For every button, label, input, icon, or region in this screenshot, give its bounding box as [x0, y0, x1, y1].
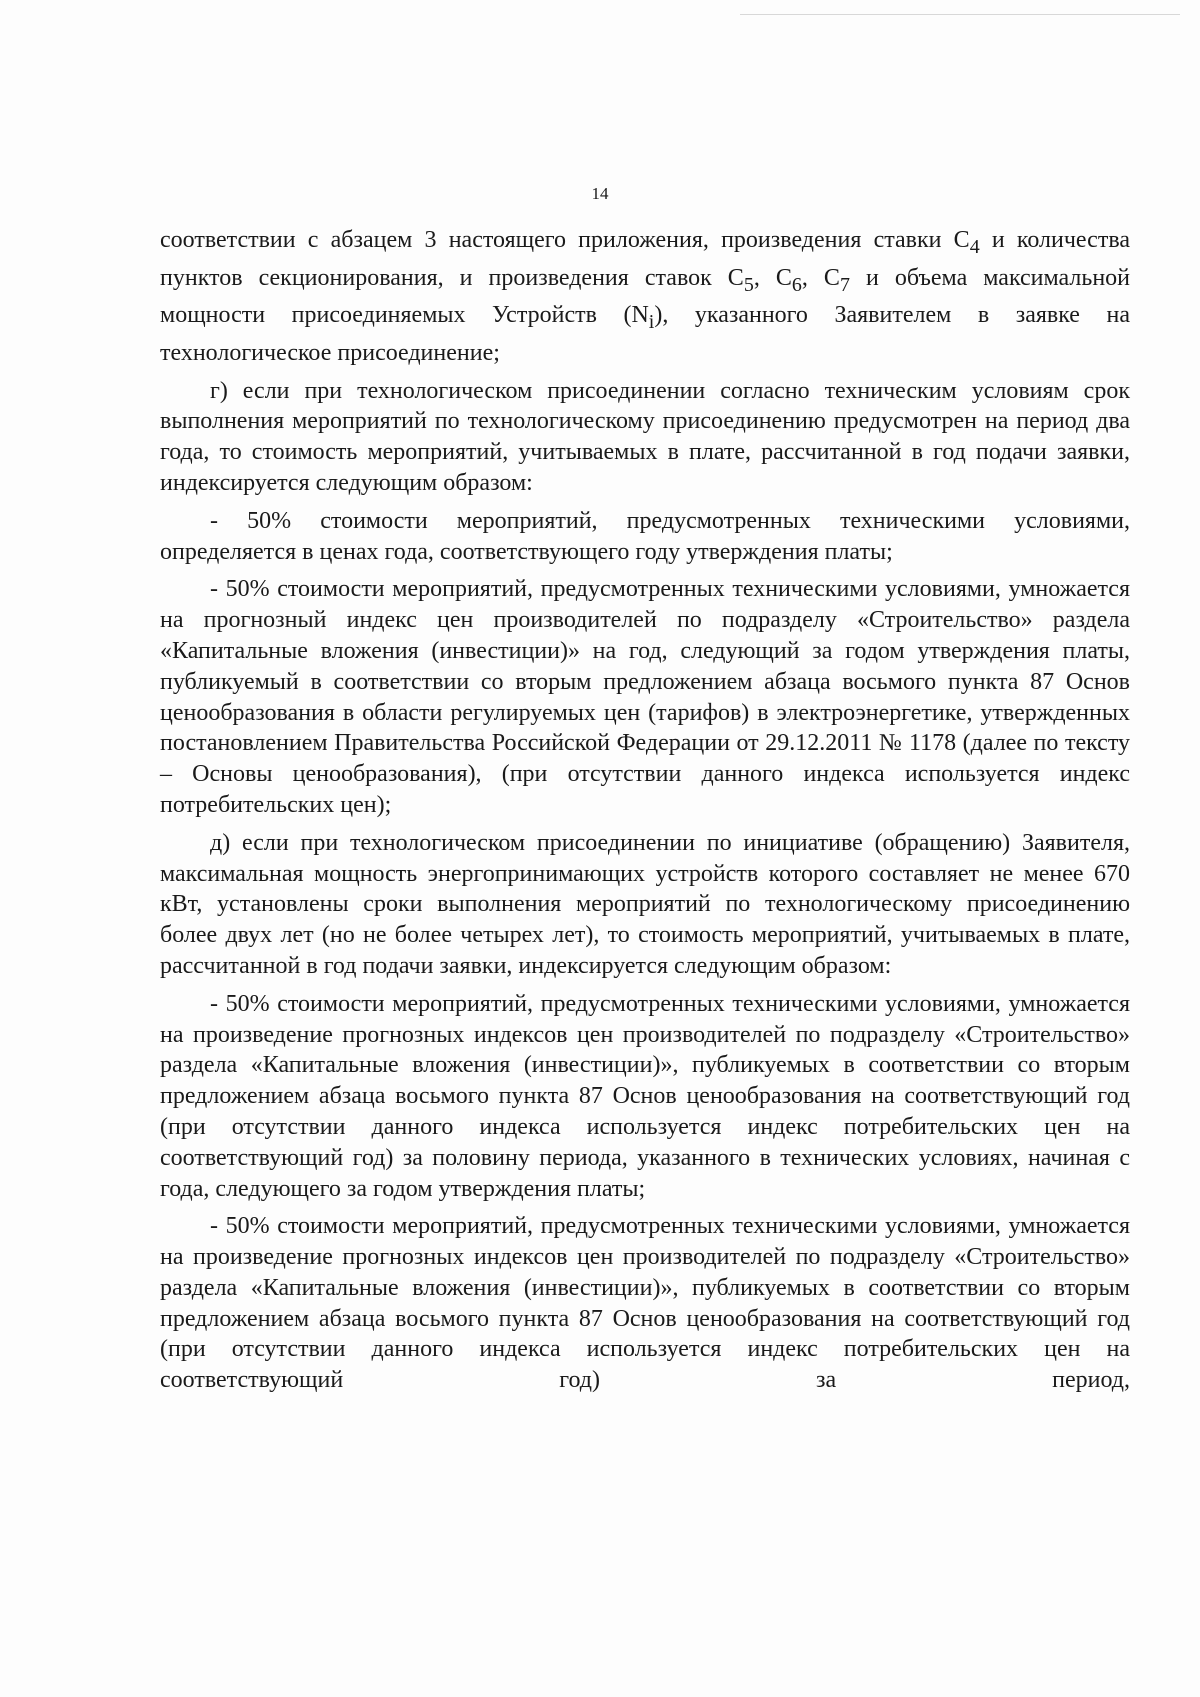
- paragraph-item-d: д) если при технологическом присоединении по инициативе (обращению) Заявителя, максимальная мощность энергопринимающих устройств которого составляет не менее 670 кВт, установлены сроки выполнения мероприятий по технологическому присоединению более двух лет (но не более четырех лет), то стоимость мероприятий, учитываемых в плате, рассчитанной в год подачи заявки, индексируется следующим образом:: [160, 829, 1130, 979]
- paragraph-item-g-bullet-1: - 50% стоимости мероприятий, предусмотренных техническими условиями, определяется в ценах года, соответствующего году утверждения платы;: [160, 507, 1130, 565]
- scan-artifact-line: [740, 14, 1180, 15]
- paragraph-item-d-bullet-1: - 50% стоимости мероприятий, предусмотренных техническими условиями, умножается на произведение прогнозных индексов цен производителей по подразделу «Строительство» раздела «Капитальные вложения (инвестиции)», публикуемых в соответствии со вторым предложением абзаца восьмого пункта 87 Основ ценообразования на соответствующий год (при отсутствии данного индекса используется индекс потребительских цен на соответствующий год) за половину периода, указанного в технических условиях, начиная с года, следующего за годом утверждения платы;: [160, 990, 1130, 1202]
- page-number: 14: [591, 184, 609, 203]
- paragraph-item-g: г) если при технологическом присоединении согласно техническим условиям срок выполнения мероприятий по технологическому присоединению предусмотрен на период два года, то стоимость мероприятий, учитываемых в плате, рассчитанной в год подачи заявки, индексируется следующим образом:: [160, 377, 1130, 496]
- document-body: [160, 225, 1130, 1403]
- paragraph-item-g-bullet-2: - 50% стоимости мероприятий, предусмотренных техническими условиями, умножается на прогнозный индекс цен производителей по подразделу «Строительство» раздела «Капитальные вложения (инвестиции)» на год, следующий за годом утверждения платы, публикуемый в соответствии со вторым предложением абзаца восьмого пункта 87 Основ ценообразования в области регулируемых цен (тарифов) в электроэнергетике, утвержденных постановлением Правительства Российской Федерации от 29.12.2011 № 1178 (далее по тексту – Основы ценообразования), (при отсутствии данного индекса используется индекс потребительских цен);: [160, 576, 1130, 818]
- paragraph-item-d-bullet-2: - 50% стоимости мероприятий, предусмотренных техническими условиями, умножается на произведение прогнозных индексов цен производителей по подразделу «Строительство» раздела «Капитальные вложения (инвестиции)», публикуемых в соответствии со вторым предложением абзаца восьмого пункта 87 Основ ценообразования на соответствующий год (при отсутствии данного индекса используется индекс потребительских цен на соответствующий год) за период,: [160, 1213, 1130, 1394]
- paragraph-continuation: соответствии с абзацем 3 настоящего приложения, произведения ставки $С_4$ и количества пунктов секционирования, и произведения ставок $С_5$, $С_6$, $С_7$ и объема максимальной мощности присоединяемых Устройств $(N_i)$, указанного Заявителем в заявке на технологическое присоединение;: [160, 227, 1131, 366]
